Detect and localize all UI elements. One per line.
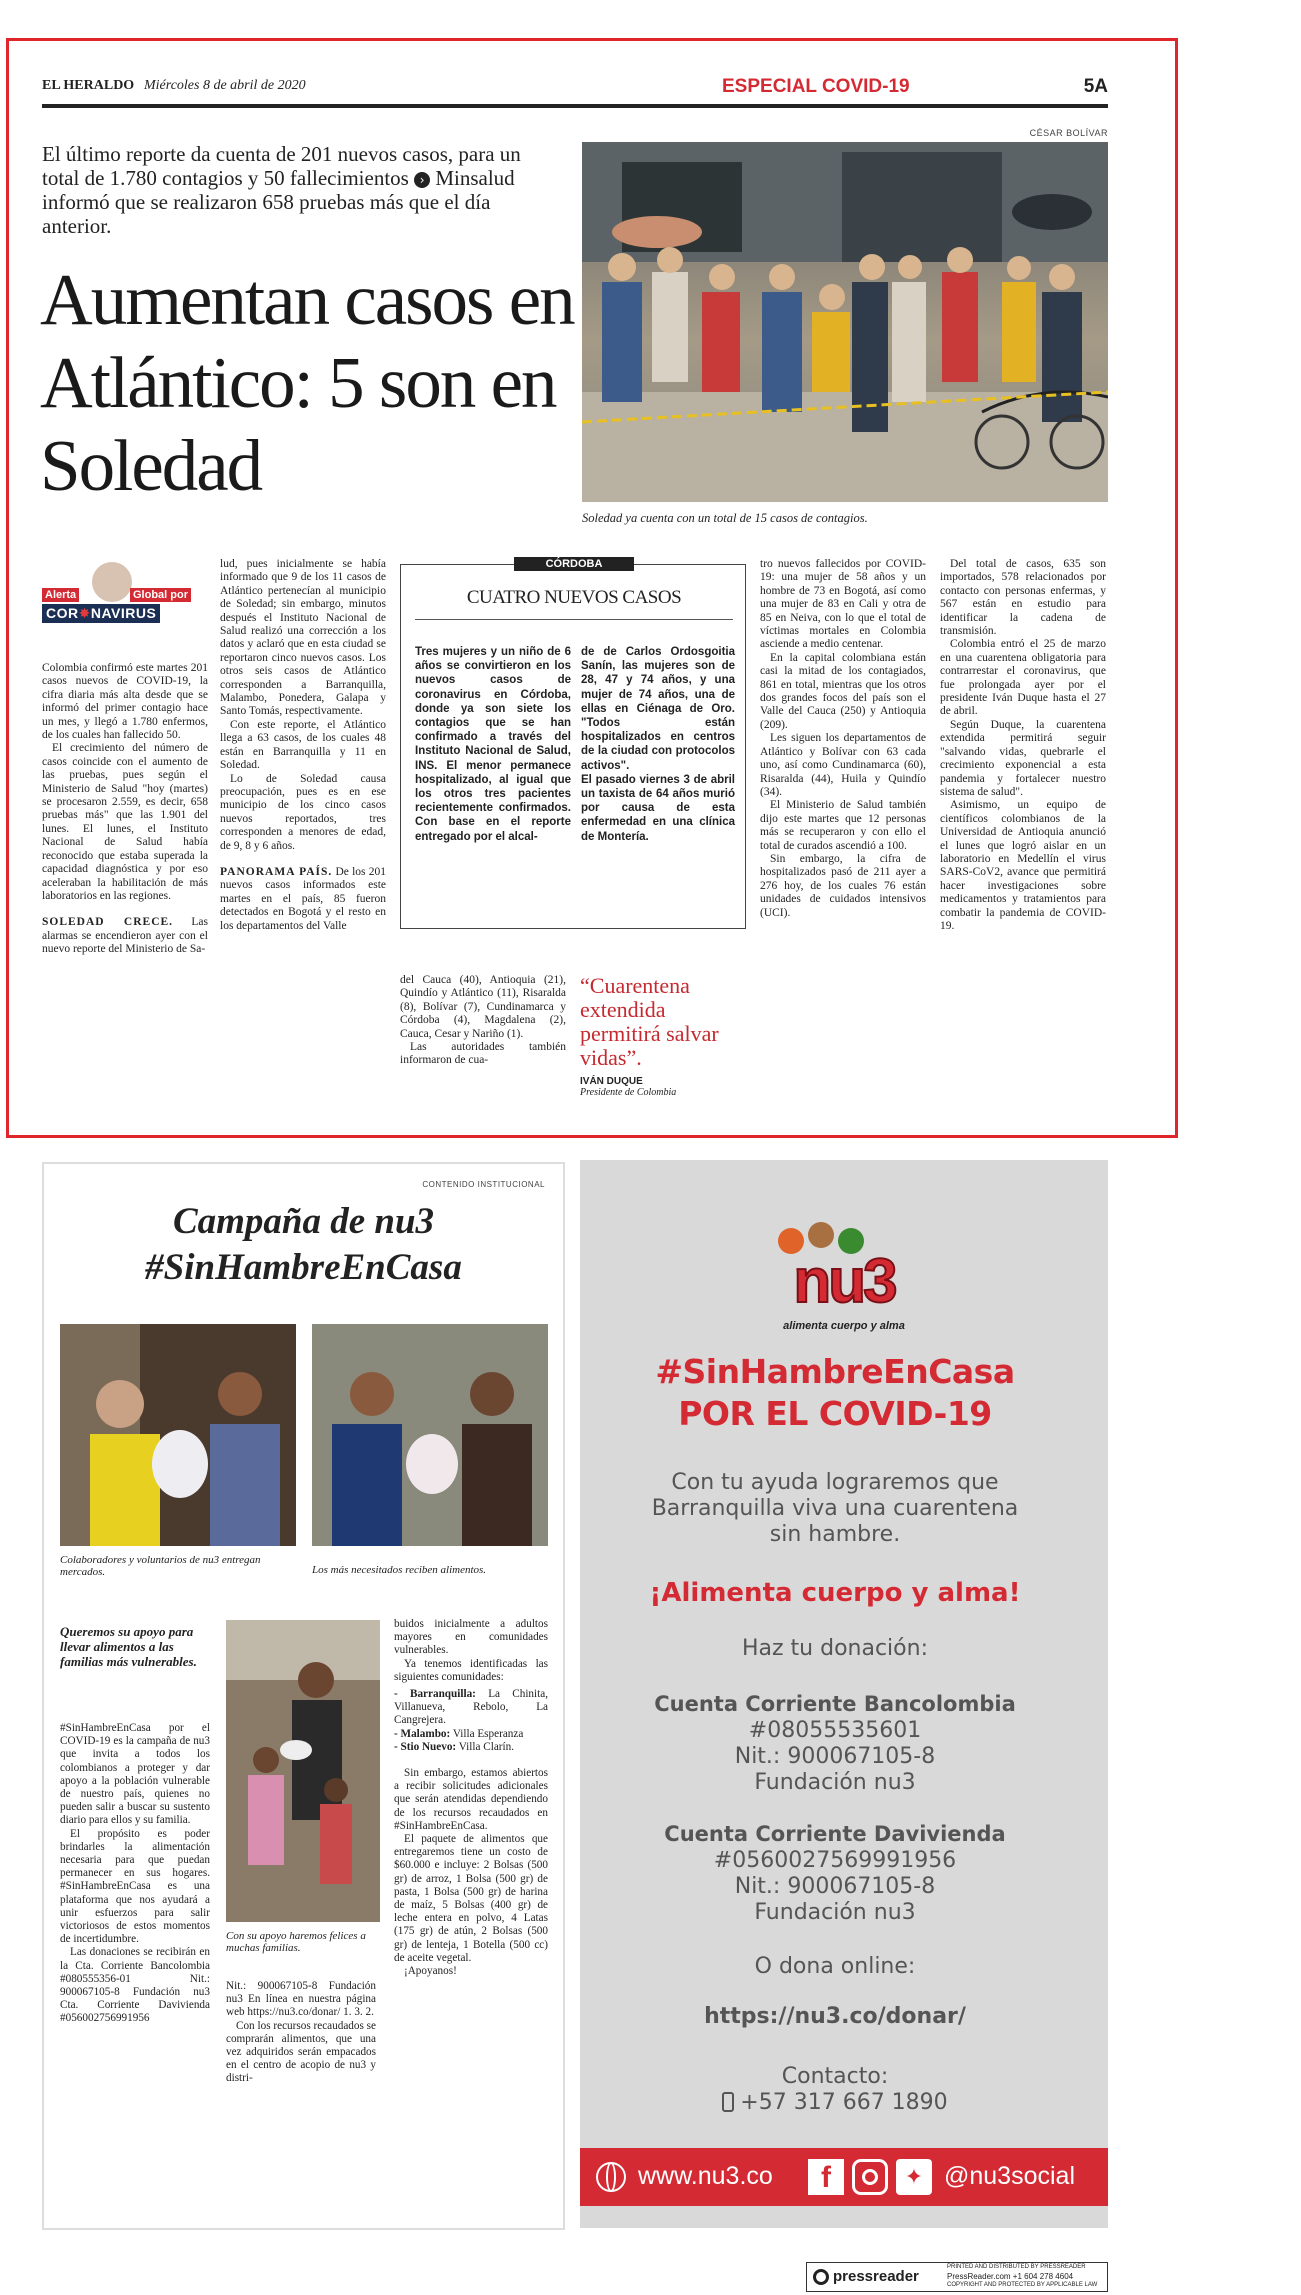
paragraph: El pasado viernes 3 de abril un taxista de 64 años murió por causa de esta enfermedad en una clínica de Montería.: [581, 773, 735, 843]
advertorial-column-b: [226, 1980, 376, 2086]
caption-family: Con su apoyo haremos felices a muchas familias.: [226, 1930, 366, 1954]
paragraph: Las donaciones se recibirán en la Cta. Corriente Bancolombia #080555356-01 Nit.: 900067105-8 Fundación nu3 Cta. Corriente Davivienda #056002756991956: [60, 1946, 210, 2025]
globe-meridian: [606, 2162, 616, 2192]
box-column-1: [415, 645, 571, 844]
paragraph: Lo de Soledad causa preocupación, pues es en ese municipio de los cinco casos nuevos reportados, tres corresponden a menores de edad, de 9, 8 y 6 años.: [220, 772, 386, 852]
family-photo: [226, 1620, 380, 1922]
section-title: ESPECIAL COVID-19: [722, 76, 910, 97]
subhead-panorama: PANORAMA PAÍS.: [220, 865, 333, 878]
pressreader-fine-1: PRINTED AND DISTRIBUTED BY PRESSREADER: [947, 2264, 1086, 2270]
deck-text-1: El último reporte da cuenta de 201 nuevos casos, para un total de 1.780 contagios y 50 fallecimientos: [42, 142, 521, 190]
nu3-headline-2: POR EL COVID-19: [678, 1394, 992, 1433]
logo-face-icon: [808, 1222, 834, 1248]
paragraph: El paquete de alimentos que entregaremos tiene un costo de $60.000 e incluye: 2 Bolsas (500 gr) de arroz, 1 Bolsa (500 gr) de pasta, 1 Bolsa (500 gr) de harina de maíz, 5 Bolsas (400 gr) de leche entera en polvo, 4 Latas (175 gr) de atún, 2 Bolsas (500 gr) de lenteja, 1 Botella (500 cc) de aceite vegetal.: [394, 1833, 548, 1964]
paragraph: Las alarmas se encendieron ayer con el nuevo reporte del Ministerio de Sa-: [42, 916, 208, 956]
paragraph: Sin embargo, la cifra de hospitalizados pasó de 211 ayer a 276 hoy, de los cuales 76 están unidades de cuidados intensivos (UCI).: [760, 852, 926, 919]
logo-wordmark: nu3: [793, 1247, 895, 1316]
coronavirus-badge: [42, 562, 208, 634]
advertorial-title-2: #SinHambreEnCasa: [145, 1247, 462, 1288]
nu3-slogan: ¡Alimenta cuerpo y alma!: [649, 1578, 1021, 1608]
advertorial-pull: Queremos su apoyo para llevar alimentos a las familias más vulnerables.: [60, 1624, 197, 1669]
paragraph: #SinHambreEnCasa por el COVID-19 es la campaña de nu3 que invita a todos los colombianos a proteger y dar apoyo a la población vulnerable de nuestro país, quienes no pueden salir a buscar su sustento diario para ellos y su familia.: [60, 1722, 210, 1827]
advertorial-column-c: [394, 1618, 548, 1978]
article-column-4: [760, 558, 926, 920]
nu3-donate-url[interactable]: https://nu3.co/donar/: [704, 2004, 966, 2029]
paragraph: Según Duque, la cuarentena extendida permitirá seguir "salvando vidas, quebrarle el crecimiento exponencial a esta pandemia y fortalecer nuestro sistema de salud".: [940, 718, 1106, 798]
pressreader-logo: pressreader: [833, 2268, 919, 2285]
paragraph: En la capital colombiana están casi la mitad de los contagiados, 861 en total, mientras que los otros dos grandes focos del país son el Valle del Cauca (250) y Antioquia (209).: [760, 651, 926, 731]
nu3-online-label: O dona online:: [754, 1954, 916, 1979]
paragraph: Las autoridades también informaron de cua-: [400, 1041, 566, 1067]
paragraph: Ya tenemos identificadas las siguientes comunidades:: [394, 1657, 548, 1683]
virus-icon: ✸: [78, 605, 91, 621]
page-date: Miércoles 8 de abril de 2020: [144, 78, 306, 93]
page-number: 5A: [1083, 76, 1108, 97]
paragraph: Sin embargo, estamos abiertos a recibir solicitudes adicionales que serán atendidas dependiendo de los recursos recaudados en #SinHambreEnCasa.: [394, 1767, 548, 1832]
photo-caption: Soledad ya cuenta con un total de 15 casos de contagios.: [582, 511, 868, 525]
community-barranquilla-list: La Chinita, Villanueva, Rebolo, La Cangrejera.: [394, 1688, 548, 1727]
account1-name: Fundación nu3: [754, 1770, 916, 1795]
paragraph: ¡Apoyanos!: [404, 1965, 457, 1978]
nu3-contact-label: Contacto:: [781, 2064, 889, 2089]
twitter-icon[interactable]: ✦: [896, 2159, 932, 2195]
header-rule: [42, 104, 1108, 108]
paragraph: De los 201 nuevos casos informados este martes en el país, 85 fueron detectados en Bogotá y el resto en los departamentos del Valle: [220, 865, 386, 932]
community-sitio-nuevo: - Stio Nuevo:: [394, 1740, 457, 1753]
paragraph: de de Carlos Ordosgoitia Sanín, las mujeres son de 28, 47 y 74 años, y una mujer de 74 años, una de ellas en Ciénaga de Oro. "Todos están hospitalizados en centros de la ciudad con protocolos activos".: [581, 646, 735, 772]
nu3-social-handle[interactable]: @nu3social: [944, 2162, 1076, 2190]
photo-credit: CÉSAR BOLÍVAR: [1029, 128, 1108, 138]
advertorial-title-1: Campaña de nu3: [172, 1201, 435, 1242]
account1-nit: Nit.: 900067105-8: [734, 1744, 936, 1769]
community-sitio-nuevo-list: Villa Clarín.: [458, 1740, 515, 1753]
paragraph: lud, pues inicialmente se había informado que 9 de los 11 casos de Atlántico pertenecían al municipio de Soledad; sin embargo, minutos después el Instituto Nacional de Salud realizó una corrección a los datos y aclaró que en esta ciudad se reportaron cinco nuevos casos. Los otros seis casos de Atlántico corresponden a Barranquilla, Malambo, Ponedera, Galapa y Santo Tomás, respectivamente.: [220, 558, 386, 718]
article-column-3: [400, 974, 566, 1068]
community-malambo-list: Villa Esperanza: [452, 1727, 524, 1740]
recipients-illustration: [312, 1324, 548, 1546]
cordoba-box: [400, 558, 746, 929]
box-column-2: [581, 645, 735, 844]
volunteers-photo: [60, 1324, 296, 1546]
pressreader-fine-3: COPYRIGHT AND PROTECTED BY APPLICABLE LAW: [947, 2282, 1098, 2288]
paragraph: tro nuevos fallecidos por COVID-19: una mujer de 58 años y un hombre de 73 en Bogotá, así como una mujer de 83 en Cali y otra de 85 en Neiva, con lo que el total de víctimas mortales en Colombia asciende a medio centenar.: [760, 558, 926, 651]
article-column-5: [940, 558, 1106, 933]
nu3-phone[interactable]: +57 317 667 1890: [740, 2090, 948, 2115]
paragraph: Del total de casos, 635 son importados, 578 relacionados por contacto con personas enfermas, y 567 están en estudio para identificar la cadena de transmisión.: [940, 558, 1106, 638]
box-title-rule: [415, 619, 733, 620]
instagram-lens: [862, 2169, 878, 2185]
nu3-logo: [764, 1228, 924, 1338]
paragraph: Tres mujeres y un niño de 6 años se convirtieron en los nuevos casos de coronavirus en Córdoba, donde ya son siete los contagios que se han confirmado a través del Instituto Nacional de Salud, INS. El menor permanece hospitalizado, al igual que los otros tres pacientes recientemente confirmados. Con base en el reporte entregado por el alcal-: [415, 646, 571, 843]
account1-bank: Cuenta Corriente Bancolombia: [654, 1692, 1016, 1716]
pressreader-icon: [813, 2269, 829, 2285]
box-title: CUATRO NUEVOS CASOS: [466, 587, 682, 608]
badge-cor: COR: [46, 605, 79, 621]
recipients-photo: [312, 1324, 548, 1546]
pressreader-fine-2: PressReader.com +1 604 278 4604: [947, 2272, 1074, 2281]
badge-navirus: NAVIRUS: [90, 605, 157, 621]
box-tag: CÓRDOBA: [514, 557, 634, 571]
nu3-donate-label: Haz tu donación:: [741, 1636, 928, 1661]
caption-recipients: Los más necesitados reciben alimentos.: [312, 1564, 487, 1576]
subhead-soledad: SOLEDAD CRECE.: [42, 916, 174, 929]
logo-tagline: alimenta cuerpo y alma: [783, 1320, 905, 1332]
paragraph: Colombia confirmó este martes 201 casos nuevos de COVID-19, la cifra diaria más alta desde que se informó del primer contagio hace un mes, y llegó a 1.780 enfermos, de los cuales han fallecido 50.: [42, 662, 208, 742]
nu3-headline-1: #SinHambreEnCasa: [655, 1352, 1015, 1391]
pull-quote: [580, 974, 744, 1098]
account2-number: #0560027569991956: [713, 1848, 957, 1873]
headline: Aumentan casos en Atlántico: 5 son en Soledad: [40, 259, 574, 506]
paragraph: El crecimiento del número de casos coincide con el aumento de las pruebas, pues según el Ministerio de Salud "hoy (martes) se procesaron 2.559, es decir, 658 pruebas más" que las 1.901 del lunes. El lunes, el Instituto Nacional de Salud había reconocido que estaba superada la capacidad diagnóstica y por eso aceleraban la habilitación de más laboratorios en las regiones.: [42, 742, 208, 902]
advertorial-column-a: [60, 1722, 210, 2026]
account2-name: Fundación nu3: [754, 1900, 916, 1925]
paragraph: buidos inicialmente a adultos mayores en comunidades vulnerables.: [394, 1618, 548, 1657]
paragraph: El propósito es poder brindarles la alimentación necesaria para que puedan permanecer en sus hogares. #SinHambreEnCasa es una plataforma que nos ayudará a unir esfuerzos para salir victoriosos de estos momentos de incertidumbre.: [60, 1827, 210, 1946]
paragraph: Les siguen los departamentos de Atlántico y Bolívar con 63 cada uno, así como Cundinamarca (60), Risaralda (44), Huila y Quindío (34).: [760, 732, 926, 798]
family-illustration: [226, 1620, 380, 1922]
badge-coronavirus: [42, 604, 160, 623]
paragraph: Nit.: 900067105-8 Fundación nu3 En línea en nuestra página web https://nu3.co/donar/ 1. 3. 2.: [226, 1980, 376, 2019]
nu3-phone-row: [575, 2090, 1095, 2115]
badge-global: Global por: [130, 588, 191, 602]
account2-nit: Nit.: 900067105-8: [734, 1874, 936, 1899]
article-column-1: [42, 662, 208, 957]
paragraph: del Cauca (40), Antioquia (21), Quindío y Atlántico (11), Risaralda (8), Bolívar (7), Cundinamarca y Córdoba (4), Magdalena (2), Cauca, Cesar y Nariño (1).: [400, 974, 566, 1040]
paragraph: El Ministerio de Salud también dijo este martes que 12 personas más se recuperaron y con ello el total de curados ascendió a 100.: [760, 799, 926, 852]
pressreader-footer: [806, 2262, 1108, 2292]
article-deck: [42, 142, 542, 238]
community-barranquilla: - Barranquilla:: [394, 1688, 476, 1701]
badge-face-icon: [92, 562, 132, 602]
nu3-intro: Con tu ayuda lograremos que Barranquilla viva una cuarentena sin hambre.: [651, 1470, 1019, 1547]
quote-text: “Cuarentena extendida permitirá salvar vidas”.: [580, 973, 719, 1070]
crowd-illustration: [582, 142, 1108, 502]
nu3-website[interactable]: www.nu3.co: [638, 2162, 773, 2190]
quote-role: Presidente de Colombia: [580, 1087, 677, 1098]
volunteers-illustration: [60, 1324, 296, 1546]
page-header: [42, 76, 1108, 110]
community-malambo: - Malambo:: [394, 1727, 451, 1740]
facebook-icon[interactable]: f: [808, 2159, 844, 2195]
paper-name: EL HERALDO: [42, 78, 135, 93]
account1-number: #08055535601: [748, 1718, 922, 1743]
account2-bank: Cuenta Corriente Davivienda: [664, 1822, 1006, 1846]
paragraph: Colombia entró el 25 de marzo en una cuarentena obligatoria para contrarrestar el coronavirus, que fue prolongada ayer por el presidente Iván Duque hasta el 27 de abril.: [940, 638, 1106, 718]
queue-photo: [582, 142, 1108, 502]
advertorial-left: [42, 1162, 565, 2230]
arrow-icon: ›: [414, 172, 430, 188]
quote-name: IVÁN DUQUE: [580, 1076, 643, 1087]
article-column-2: [220, 558, 386, 933]
paragraph: Con los recursos recaudados se comprarán alimentos, que una vez adquiridos serán empacados en el centro de acopio de nu3 y distri-: [226, 2019, 376, 2085]
nu3-social-bar: [580, 2148, 1108, 2206]
advertorial-tag: CONTENIDO INSTITUCIONAL: [422, 1180, 545, 1189]
badge-alerta: Alerta: [42, 588, 79, 602]
deck-text-2: Minsalud informó que se realizaron 658 pruebas más que el día anterior.: [42, 166, 515, 238]
phone-icon: [722, 2092, 734, 2112]
paragraph: Con este reporte, el Atlántico llega a 63 casos, de los cuales 48 están en Barranquilla y 11 en Soledad.: [220, 718, 386, 772]
paragraph: Asimismo, un equipo de científicos colombianos de la Universidad de Antioquia anunció el lunes que logró aislar en un laboratorio en Medellín el virus SARS-CoV2, avance que permitirá hacer investigaciones sobre medicamentos y tratamientos para combatir la pandemia de COVID-19.: [940, 799, 1106, 932]
caption-volunteers: Colaboradores y voluntarios de nu3 entregan mercados.: [60, 1554, 261, 1578]
